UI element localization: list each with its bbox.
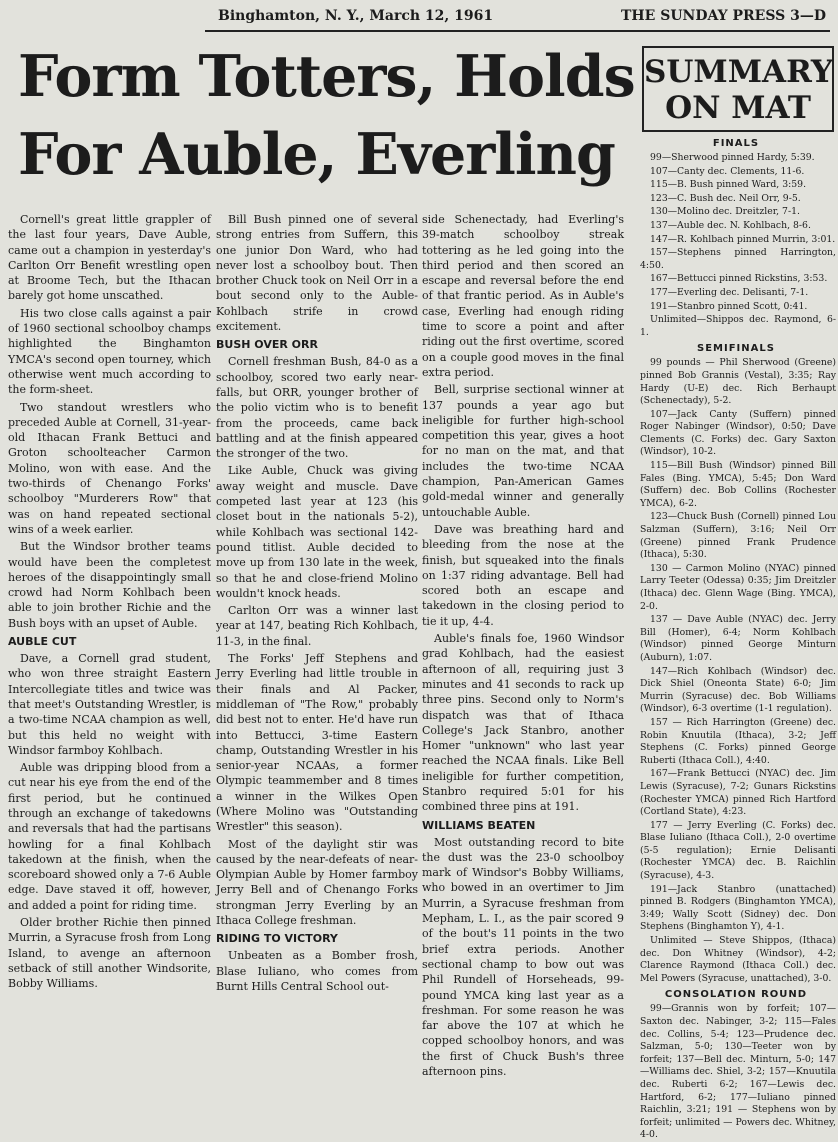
subheading: BUSH OVER ORR [216,338,318,352]
paragraph: Bill Bush pinned one of several strong entries from Suffern, this one junior Don Ward, who had never lost a schoolboy bout. Then brother Chuck took on Neil Orr in a bout second only to the Auble-Kohlbach strife in crowd excitement. [216,213,418,334]
masthead [0,0,838,40]
page-label: THE SUNDAY PRESS 3—D [621,8,826,24]
summary-title-box [642,46,834,132]
consolation-results: 99—Grannis won by forfeit; 107—Saxton dec. Nabinger, 3-2; 115—Fales dec. Collins, 5-4; 123—Prudence dec. Salzman, 5-0; 130—Teeter won by forfeit; 137—Bell dec. Minturn, 5-0; 147—Williams dec. Shiel, 3-2; 157—Knuutila dec. Ruberti 6-2; 167—Lewis dec. Hartford, 6-2; 177—Iuliano pinned Raichlin, 3:21; 191 — Stephens won by forfeit; unlimited — Powers dec. Whitney, 4-0. [640,1003,836,1141]
consolation-heading: CONSOLATION ROUND [664,989,808,1001]
paragraph: Auble's finals foe, 1960 Windsor grad Kohlbach, had the easiest afternoon of all, requiring just 3 minutes and 41 seconds to rack up three pins. Second only to Norm's dispatch was that of Ithaca College's Jack Stanbro, another Homer "unknown" who last year reached the NCAA finals. Like Bell ineligible for further competition, Stanbro required 5:01 for his combined three pins at 191. [422,632,624,814]
result-line: 157—Stephens pinned Harrington, 4:50. [640,247,836,271]
summary-title: SUMMARY ON MAT [644,54,834,126]
finals-results [636,152,836,339]
result-line: 130 — Carmon Molino (NYAC) pinned Larry Teeter (Odessa) 0:35; Jim Dreitzler (Ithaca) dec. Glenn Wage (Bing. YMCA), 2-0. [640,562,836,612]
masthead-rule [205,30,830,32]
paragraph: Bell, surprise sectional winner at 137 pounds a year ago but ineligible for further high-school competition this year, gives a hoot for no man on the mat, and that includes the two-time NCAA champion, Pan-American Games gold-medal winner and generally untouchable Auble. [422,383,624,519]
paragraph: Cornell freshman Bush, 84-0 as a schoolboy, scored two early near-falls, but ORR, younger brother of the polio victim who is to benefit from the proceeds, came back battling and at the finish appeared the stronger of the two. [216,355,418,461]
paragraph: Two standout wrestlers who preceded Auble at Cornell, 31-year-old Ithacan Frank Bettuci and Groton schoolteacher Carmon Molino, won with ease. And the two-thirds of Chenango Forks' schoolboy "Murderers Row" that was on hand repeated sectional wins of a week earlier. [8,400,211,536]
subheading: WILLIAMS BEATEN [422,818,536,832]
paragraph: His two close calls against a pair of 1960 sectional schoolboy champs highlighted the Binghamton YMCA's second open tourney, which otherwise went much according to the form-sheet. [8,306,211,397]
semifinals-heading: SEMIFINALS [697,343,775,355]
paragraph: Dave was breathing hard and bleeding from the nose at the finish, but squeaked into the finals on 1:37 riding advantage. Bell had scored both an escape and takedown in the closing period to tie it up, 4-4. [422,522,624,628]
result-line: 130—Molino dec. Dreitzler, 7-1. [650,206,800,218]
paragraph: Auble was dripping blood from a cut near his eye from the end of the first period, but he continued through an exchange of takedowns and reversals that had the partisans howling for a final Kohlbach takedown at the finish, when the scoreboard showed only a 7-6 Auble edge. Dave staved it off, however, and added a point for riding time. [8,761,211,912]
paragraph: Most outstanding record to bite the dust was the 23-0 schoolboy mark of Windsor's Bobby Williams, who bowed in an overtimer to Jim Murrin, a Syracuse freshman from Mepham, L. I., as the pair scored 9 of the bout's 11 points in the two brief extra periods. Another sectional champ to bow out was Phil Rundell of Horseheads, 99-pound YMCA king last year as a freshman. For some reason he was far above the 107 at which he copped schoolboy honors, and was the first of Chuck Bush's three afternoon pins. [422,835,624,1079]
paragraph: Like Auble, Chuck was giving away weight and muscle. Dave competed last year at 123 (his closet bout in the nationals 5-2), while Kohlbach was sectional 142-pound titlist. Auble decided to move up from 130 late in the week, so that he and close-friend Molino wouldn't knock heads. [216,464,418,600]
result-line: 191—Stanbro pinned Scott, 0:41. [650,300,808,312]
result-line: 191—Jack Stanbro (unattached) pinned B. Rodgers (Binghamton YMCA), 3:49; Wally Scott (Sidney) dec. Don Stephens (Binghamton Y), 4-1. [640,883,836,933]
article-column-3 [422,212,624,1079]
result-line: 99—Sherwood pinned Hardy, 5:39. [650,152,815,163]
headline [18,38,633,194]
result-line: 177—Everling dec. Delisanti, 7-1. [650,286,809,298]
summary-sidebar [636,40,836,1141]
result-line: 99 pounds — Phil Sherwood (Greene) pinned Bob Grannis (Vestal), 3:35; Ray Hardy (U-E) dec. Rich Berhaupt (Schenectady), 5-2. [640,357,836,407]
result-line: 107—Jack Canty (Suffern) pinned Roger Nabinger (Windsor), 0:50; Dave Clements (C. Forks) dec. Gary Saxton (Windsor), 10-2. [640,408,836,458]
result-line: 107—Canty dec. Clements, 11-6. [650,165,805,177]
result-line: 177 — Jerry Everling (C. Forks) dec. Blase Iuliano (Ithaca Coll.), 2-0 overtime (5-5 regulation); Ernie Delisanti (Rochester YMCA) dec. B. Raichlin (Syracuse), 4-3. [640,819,836,882]
paragraph: Dave, a Cornell grad student, who won three straight Eastern Intercollegiate titles and twice was that meet's Outstanding Wrestler, is a two-time NCAA champion as well, but this held no weight with Windsor farmboy Kohlbach. [8,652,211,757]
paragraph: side Schenectady, had Everling's 39-match schoolboy streak tottering as he led going into the third period and then scored an escape and reversal before the end of that frantic period. As in Auble's case, Everling had enough riding time to score a point and after riding out the first overtime, scored on a couple good moves in the final extra period. [422,213,624,379]
paragraph: Unbeaten as a Bomber frosh, Blase Iuliano, who comes from Burnt Hills Central School out- [216,949,418,993]
result-line: 147—Rich Kohlbach (Windsor) dec. Dick Shiel (Oneonta State) 6-0; Jim Murrin (Syracuse) dec. Bob Williams (Windsor), 6-3 overtime (1-1 regulation). [640,665,836,715]
article-column-1 [8,212,211,1022]
result-line: 157 — Rich Harrington (Greene) dec. Robin Knuutila (Ithaca), 3-2; Jeff Stephens (C. Forks) pinned George Ruberti (Ithaca Coll.), 4:40. [640,716,836,766]
paragraph: Most of the daylight stir was caused by the near-defeats of near-Olympian Auble by Homer farmboy Jerry Bell and of Chenango Forks strongman Jerry Everling by an Ithaca College freshman. [216,837,418,928]
article-column-2 [216,212,418,1022]
result-line: 167—Frank Bettucci (NYAC) dec. Jim Lewis (Syracuse), 7-2; Gunars Rickstins (Rochester YMCA) pinned Rich Hartford (Cortland State), 4:23. [640,768,836,818]
finals-heading: FINALS [712,138,760,149]
paragraph: Older brother Richie then pinned Murrin, a Syracuse frosh from Long Island, to avenge an afternoon setback of still another Windsorite, Bobby Williams. [8,916,211,991]
paragraph: Carlton Orr was a winner last year at 147, beating Rich Kohlbach, 11-3, in the final. [216,604,418,648]
headline-line-2: For Auble, Everling [18,121,615,188]
paragraph: Cornell's great little grappler of the last four years, Dave Auble, came out a champion in yesterday's Carlton Orr Benefit wrestling open at Broome Tech, but the Ithacan barely got home unscathed. [8,213,211,303]
subheading: RIDING TO VICTORY [216,932,338,946]
result-line: Unlimited — Steve Shippos, (Ithaca) dec. Don Whitney (Windsor), 4-2; Clarence Raymond (Ithaca Coll.) dec. Mel Powers (Syracuse, unattached), 3-0. [640,935,836,984]
paragraph: But the Windsor brother teams would have been the completest heroes of the disappointingly small crowd had Norm Kohlbach been able to join brother Richie and the Bush boys with an upset of Auble. [8,540,211,630]
result-line: Unlimited—Shippos dec. Raymond, 6-1. [640,314,836,338]
result-line: 137 — Dave Auble (NYAC) dec. Jerry Bill (Homer), 6-4; Norm Kohlbach (Windsor) pinned George Minturn (Auburn), 1:07. [640,614,836,663]
result-line: 147—R. Kohlbach pinned Murrin, 3:01. [650,233,836,245]
semifinal-results [636,357,836,985]
result-line: 115—B. Bush pinned Ward, 3:59. [650,179,807,191]
result-line: 115—Bill Bush (Windsor) pinned Bill Fales (Bing. YMCA), 5:45; Don Ward (Suffern) dec. Bob Collins (Rochester YMCA), 6-2. [640,460,836,509]
result-line: 123—C. Bush dec. Neil Orr, 9-5. [650,192,801,204]
dateline: Binghamton, N. Y., March 12, 1961 [218,8,494,24]
result-line: 137—Auble dec. N. Kohlbach, 8-6. [650,219,811,231]
result-line: 167—Bettucci pinned Rickstins, 3:53. [650,273,828,285]
paragraph: The Forks' Jeff Stephens and Jerry Everling had little trouble in their finals and Al Packer, middleman of "The Row," probably did best not to enter. He'd have run into Bettucci, 3-time Eastern champ, Outstanding Wrestler in his senior-year NCAAs, a former Olympic teammember and 8 times a winner in the Wilkes Open (Where Molino was "Outstanding Wrestler" this season). [216,652,418,834]
result-line: 123—Chuck Bush (Cornell) pinned Lou Salzman (Suffern), 3:16; Neil Orr (Greene) pinned Frank Prudence (Ithaca), 5:30. [640,511,836,561]
subheading: AUBLE CUT [8,635,77,649]
headline-line-1: Form Totters, Holds [18,43,635,110]
